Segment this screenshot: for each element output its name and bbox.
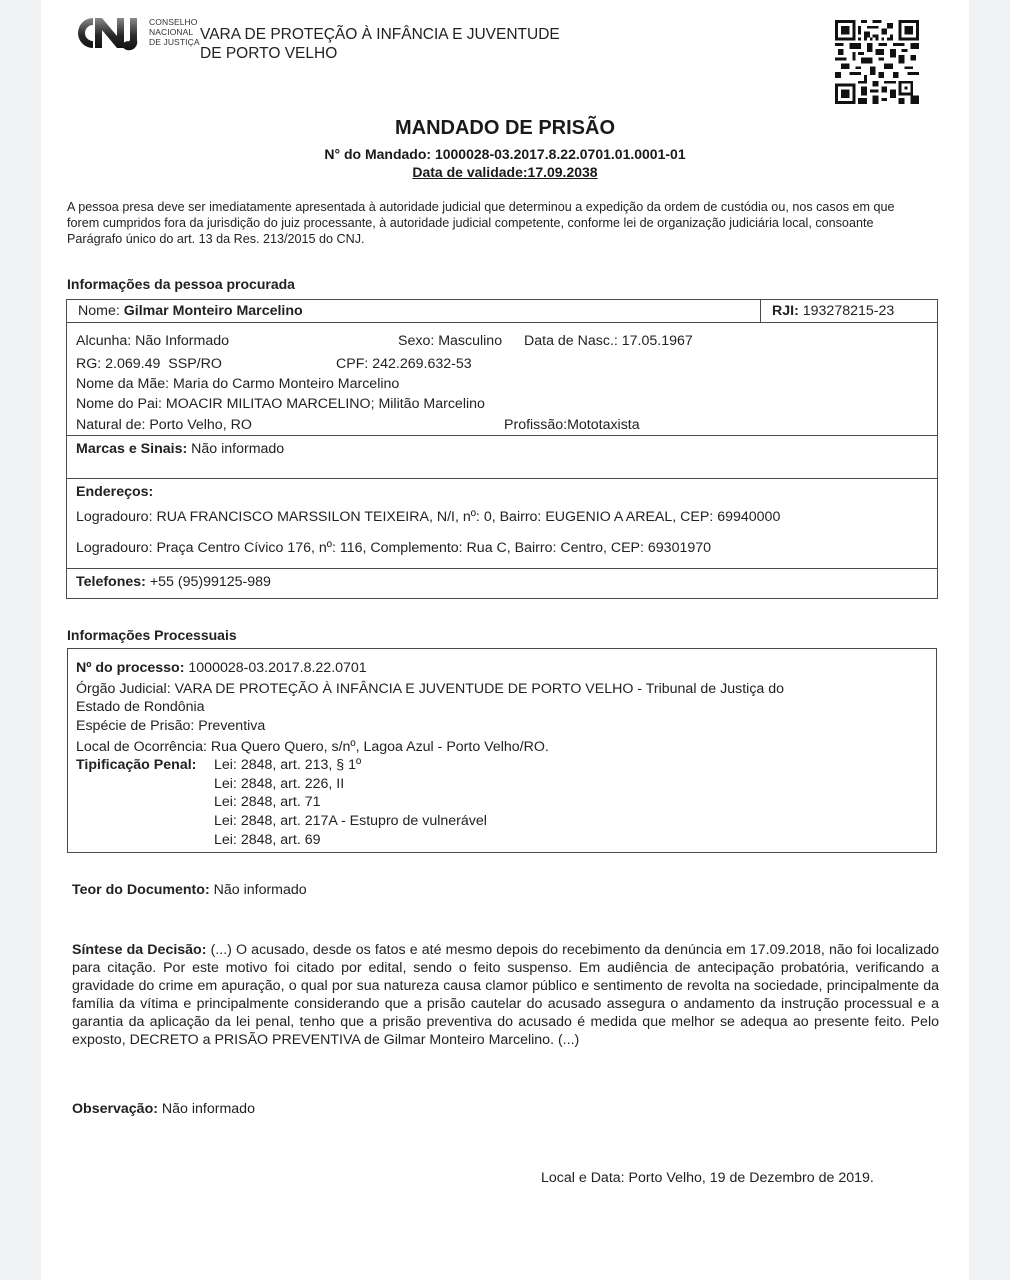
logo-subtitle-line: CONSELHO xyxy=(149,17,198,27)
decision-summary xyxy=(72,941,939,1049)
name-label: Nome: xyxy=(78,303,124,319)
divider xyxy=(67,322,937,323)
document-content xyxy=(72,882,307,898)
process-number xyxy=(76,660,367,676)
name-value: Gilmar Monteiro Marcelino xyxy=(123,303,303,319)
court-name xyxy=(200,25,560,63)
rg: RG: 2.069.49 SSP/RO xyxy=(76,356,222,372)
teor-value: Não informado xyxy=(209,882,307,898)
document-title: MANDADO DE PRISÃO xyxy=(394,117,615,139)
mandado-number: N° do Mandado: 1000028-03.2017.8.22.0701.01.0001-01 xyxy=(324,146,686,162)
address-item: Logradouro: Praça Centro Cívico 176, nº: 116, Complemento: Rua C, Bairro: Centro, CEP: 69301970 xyxy=(76,540,712,556)
person-section-title: Informações da pessoa procurada xyxy=(67,276,295,292)
logo-subtitle xyxy=(149,17,200,47)
process-number-value: 1000028-03.2017.8.22.0701 xyxy=(184,660,367,676)
observation xyxy=(72,1101,255,1117)
person-rji xyxy=(772,303,894,319)
alias: Alcunha: Não Informado xyxy=(76,333,230,349)
qr-code-icon xyxy=(835,20,919,104)
judicial-organ-line-2: Estado de Rondônia xyxy=(76,699,205,715)
penal-item: Lei: 2848, art. 69 xyxy=(214,832,321,848)
addresses-label: Endereços: xyxy=(76,484,154,500)
marks-signs xyxy=(76,441,284,457)
cpf: CPF: 242.269.632-53 xyxy=(336,356,472,372)
teor-label: Teor do Documento: xyxy=(72,882,210,898)
person-info-box xyxy=(66,299,938,599)
marks-value: Não informado xyxy=(187,441,285,457)
penal-item: Lei: 2848, art. 226, II xyxy=(214,776,345,792)
penal-item: Lei: 2848, art. 217A - Estupro de vulnerável xyxy=(214,813,487,829)
observation-value: Não informado xyxy=(157,1101,255,1117)
process-section-title: Informações Processuais xyxy=(67,627,237,643)
court-line-1: VARA DE PROTEÇÃO À INFÂNCIA E JUVENTUDE xyxy=(200,26,560,43)
process-info-box xyxy=(67,648,937,853)
phones-label: Telefones: xyxy=(76,574,146,590)
address-item: Logradouro: RUA FRANCISCO MARSSILON TEIXEIRA, N/I, nº: 0, Bairro: EUGENIO A AREAL, CEP: 69940000 xyxy=(76,509,781,525)
cnj-logo-icon xyxy=(71,14,151,52)
sintese-label: Síntese da Decisão: xyxy=(72,942,207,958)
arrest-type: Espécie de Prisão: Preventiva xyxy=(76,718,266,734)
process-number-label: Nº do processo: xyxy=(76,660,185,676)
phones xyxy=(76,574,271,590)
birthplace: Natural de: Porto Velho, RO xyxy=(76,417,252,433)
logo-subtitle-line: DE JUSTIÇA xyxy=(149,37,200,47)
document-page xyxy=(41,0,969,1280)
phones-value: +55 (95)99125-989 xyxy=(145,574,271,590)
divider xyxy=(67,568,937,569)
divider xyxy=(67,478,937,479)
rji-value: 193278215-23 xyxy=(798,303,895,319)
validity-date: Data de validade:17.09.2038 xyxy=(412,164,598,180)
marks-label: Marcas e Sinais: xyxy=(76,441,188,457)
profession: Profissão:Mototaxista xyxy=(504,417,640,433)
sex: Sexo: Masculino xyxy=(398,333,503,349)
sintese-value: (...) O acusado, desde os fatos e até mesmo depois do recebimento da denúncia em 17.09.2018, não foi localizado para citação. Por este motivo foi citado por edital, sendo o feito suspenso. Em audiência de antecipação probatória, verificando a gravidade do crime em apuração, o qual por sua natureza causa clamor público e sentimento de revolta na sociedade, principalmente da família da vítima e principalmente considerando que a prisão cautelar do acusado assegura o andamento da instrução processual e a garantia da aplicação da lei penal, tenho que a prisão preventiva do acusado é medida que melhor se adequa ao presente feito. Pelo exposto, DECRETO a PRISÃO PREVENTIVA de Gilmar Monteiro Marcelino. (...) xyxy=(72,942,939,1048)
penal-label: Tipificação Penal: xyxy=(76,757,197,773)
penal-item: Lei: 2848, art. 213, § 1º xyxy=(214,757,362,773)
logo-subtitle-line: NACIONAL xyxy=(149,27,194,37)
observation-label: Observação: xyxy=(72,1101,158,1117)
mother-name: Nome da Mãe: Maria do Carmo Monteiro Marcelino xyxy=(76,376,400,392)
place-and-date: Local e Data: Porto Velho, 19 de Dezembro de 2019. xyxy=(541,1170,874,1186)
divider xyxy=(67,435,937,436)
person-name xyxy=(78,303,303,319)
rji-label: RJI: xyxy=(772,303,799,319)
father-name: Nome do Pai: MOACIR MILITAO MARCELINO; Militão Marcelino xyxy=(76,396,485,412)
court-line-2: DE PORTO VELHO xyxy=(200,45,338,62)
occurrence-location: Local de Ocorrência: Rua Quero Quero, s/nº, Lagoa Azul - Porto Velho/RO. xyxy=(76,739,549,755)
judicial-organ-line-1: Órgão Judicial: VARA DE PROTEÇÃO À INFÂNCIA E JUVENTUDE DE PORTO VELHO - Tribunal de Justiça do xyxy=(76,681,785,697)
rji-divider xyxy=(760,300,761,322)
birth-date: Data de Nasc.: 17.05.1967 xyxy=(524,333,693,349)
intro-paragraph: A pessoa presa deve ser imediatamente apresentada à autoridade judicial que determinou a expedição da ordem de custódia ou, nos casos em que forem cumpridos fora da jurisdição do juiz processante, à autoridade judicial competente, conforme lei de organização judiciária local, consoante Parágrafo único do art. 13 da Res. 213/2015 do CNJ. xyxy=(67,200,895,246)
penal-item: Lei: 2848, art. 71 xyxy=(214,794,321,810)
